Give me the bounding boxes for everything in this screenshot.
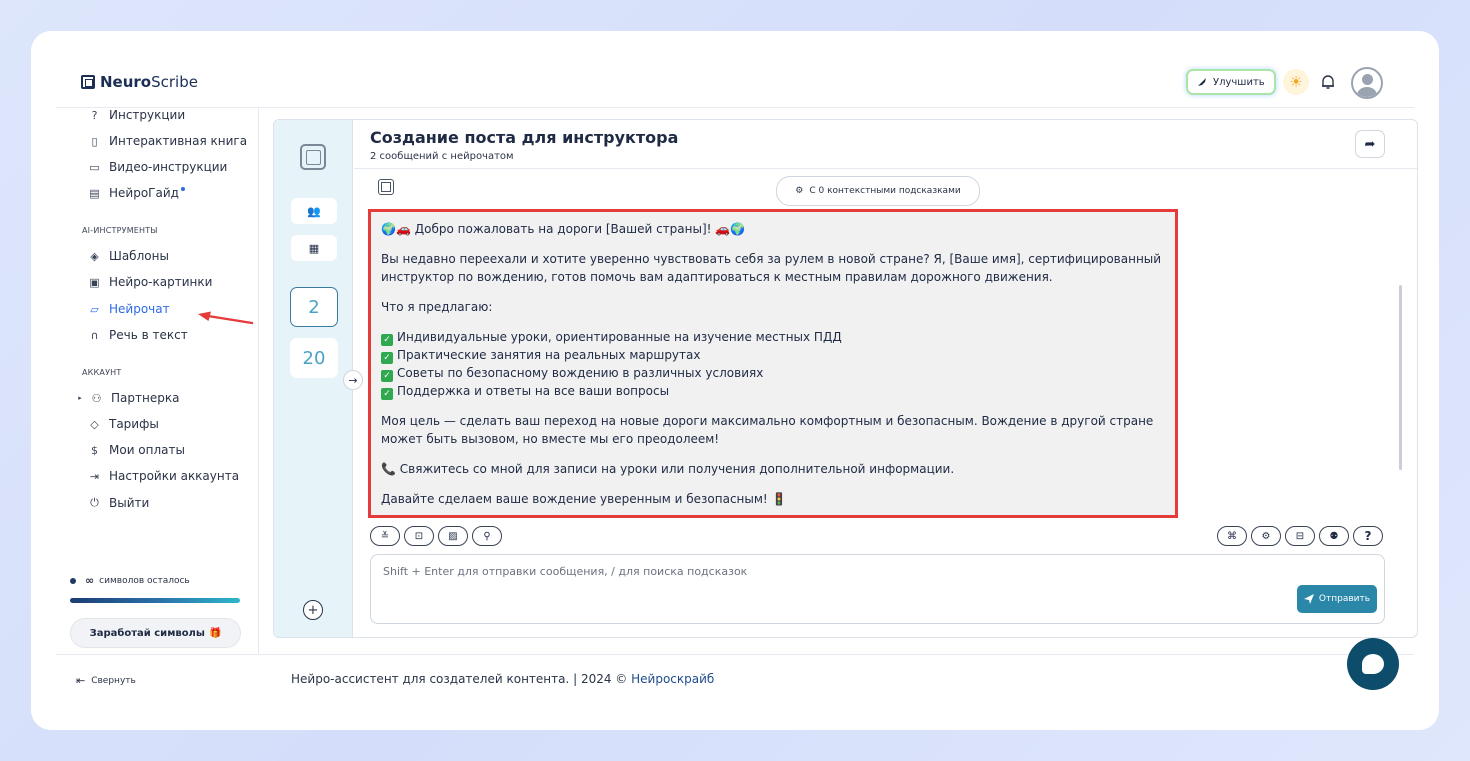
symbols-progress-bar (70, 598, 240, 603)
message-greeting: Добро пожаловать на дороги [Вашей страны]! (414, 222, 712, 236)
collapse-icon: ⇤ (76, 674, 86, 687)
help-circle-icon: ? (91, 108, 98, 122)
sidebar-item-label: Интерактивная книга (109, 134, 248, 148)
sidebar-item-video-instructions[interactable] (88, 160, 227, 174)
sidebar-item-label: Шаблоны (109, 249, 169, 263)
car-icon: 🚗 (395, 222, 411, 236)
sidebar-item-tariffs[interactable] (88, 417, 159, 431)
message-input[interactable] (383, 565, 1283, 578)
list-item (381, 364, 1165, 382)
collapse-sidebar-button[interactable] (76, 674, 136, 687)
upgrade-button[interactable] (1186, 69, 1276, 95)
logo-icon (81, 75, 95, 89)
globe-icon: 🌍 (381, 222, 396, 236)
gift-icon: 🎁 (208, 627, 222, 639)
symbols-count: ∞ (85, 574, 95, 587)
message-closing: Давайте сделаем ваше вождение уверенным и безопасным! (381, 492, 768, 506)
list-item (381, 328, 1165, 346)
context-hints-label: С 0 контекстными подсказками (809, 186, 961, 196)
offer-list (381, 328, 1165, 400)
chat-subtitle: 2 сообщений с нейрочатом (370, 151, 514, 162)
earn-symbols-label: Заработай символы (89, 627, 205, 639)
power-icon: ⏻ (90, 496, 99, 509)
traffic-light-icon: 🚦 (771, 492, 787, 506)
context-hints-button[interactable] (776, 176, 980, 206)
section-title-account: АККАУНТ (82, 368, 122, 377)
list-item (381, 346, 1165, 364)
logo[interactable] (81, 73, 198, 91)
footer (291, 672, 714, 686)
list-item-text: Поддержка и ответы на все ваши вопросы (397, 384, 670, 398)
sidebar-item-label: Настройки аккаунта (109, 469, 240, 483)
settings-gear-icon[interactable]: ⚙ (1251, 526, 1281, 546)
upgrade-label: Улучшить (1213, 76, 1265, 88)
new-chat-plus-icon[interactable]: + (303, 600, 323, 620)
list-item-text: Индивидуальные уроки, ориентированные на изучение местных ПДД (397, 330, 842, 344)
sidebar-item-account-settings[interactable] (88, 469, 239, 483)
composer-tools-right (1217, 526, 1383, 546)
notifications-bell-icon[interactable] (1317, 71, 1339, 93)
send-label: Отправить (1318, 594, 1371, 604)
rocket-icon (1197, 77, 1207, 87)
app-card (31, 31, 1439, 730)
image-icon[interactable]: ▨ (438, 526, 468, 546)
user-avatar[interactable] (1351, 67, 1383, 99)
assistants-button[interactable] (291, 198, 337, 224)
sidebar-item-partners[interactable] (78, 391, 179, 405)
image-icon: ▣ (89, 275, 100, 289)
help-label: ? (1364, 529, 1372, 543)
chat-history-label: 2 (308, 296, 320, 318)
message-goal: Моя цель — сделать ваш переход на новые дороги максимально комфортным и безопасным. Вождение в другой стране может быть вызовом, но вместе мы его преодолеем! (381, 414, 1154, 446)
message-closing-line (381, 490, 1165, 508)
annotation-arrow-icon (194, 310, 254, 326)
apps-grid-button[interactable] (291, 235, 337, 261)
check-icon: ✓ (381, 352, 393, 364)
message-intro: Вы недавно переехали и хотите уверенно чувствовать себя за рулем в новой стране? Я, [Ваше имя], сертифицированный инструктор по вождению, готов помочь вам адаптироваться к местным правилам дорожного движения. (381, 252, 1162, 284)
sidebar-item-instructions[interactable] (88, 108, 185, 122)
collapse-label: Свернуть (91, 675, 136, 686)
section-title-ai-tools: AI-ИНСТРУМЕНТЫ (82, 226, 158, 235)
message-greeting-line (381, 220, 1165, 238)
sidebar-item-label: Видео-инструкции (109, 160, 228, 174)
earn-symbols-button[interactable] (70, 618, 241, 648)
globe-icon: 🌍 (730, 222, 746, 236)
upload-file-icon[interactable]: ⊡ (404, 526, 434, 546)
robot-icon[interactable]: ⚉ (1319, 526, 1349, 546)
sidebar-item-templates[interactable] (88, 249, 169, 263)
chat-history-rail (274, 120, 353, 638)
sidebar-item-payments[interactable] (88, 443, 185, 457)
support-chat-button[interactable] (1347, 638, 1399, 690)
sidebar-item-label: Партнерка (111, 391, 180, 405)
sidebar-item-label: Речь в текст (109, 328, 188, 342)
status-dot (70, 578, 76, 584)
car-icon: 🚗 (715, 222, 731, 236)
sidebar (56, 108, 259, 654)
sidebar-item-label: Мои оплаты (109, 443, 185, 457)
login-icon: ⇥ (89, 469, 100, 483)
list-item (381, 382, 1165, 400)
send-icon (1304, 594, 1314, 604)
message-contact-line (381, 460, 1165, 478)
layout-icon[interactable]: ⊟ (1285, 526, 1315, 546)
check-icon: ✓ (381, 334, 393, 346)
footer-link[interactable]: Нейроскрайб (631, 672, 715, 686)
sidebar-item-label: Инструкции (109, 108, 186, 122)
symbols-label: символов осталось (99, 575, 190, 586)
plugin-icon[interactable]: ⌘ (1217, 526, 1247, 546)
book-icon: ▯ (91, 134, 98, 148)
collapse-chevrons-icon[interactable]: ≚ (370, 526, 400, 546)
new-badge-dot (181, 187, 185, 191)
chat-scrollbar[interactable] (1399, 285, 1402, 470)
composer-tools-left (370, 526, 502, 546)
users-icon: 👥 (307, 204, 321, 218)
sidebar-item-label: Нейро-картинки (109, 275, 213, 289)
layers-icon: ◈ (90, 249, 99, 263)
sidebar-item-neurochat[interactable] (88, 302, 170, 316)
sidebar-item-label: Нейрочат (109, 302, 170, 316)
sidebar-item-neuroguide[interactable] (88, 186, 185, 200)
top-bar (31, 31, 1439, 108)
check-icon: ✓ (381, 388, 393, 400)
logo-bold-text: Neuro (100, 73, 152, 91)
title-divider (354, 168, 1418, 169)
chat-history-item[interactable] (290, 338, 338, 378)
message-offer-title: Что я предлагаю: (381, 300, 493, 314)
neuroscribe-mark-icon (300, 144, 326, 170)
sidebar-item-neuro-images[interactable] (88, 275, 212, 289)
sidebar-item-label: Тарифы (109, 417, 159, 431)
message-composer (370, 554, 1385, 624)
brain-icon: ⚙ (795, 186, 804, 196)
logo-regular-text: Scribe (151, 73, 198, 91)
expand-arrow-icon[interactable]: → (343, 370, 363, 390)
sidebar-item-label: НейроГайд (109, 186, 179, 200)
chat-panel (273, 119, 1418, 638)
share-icon[interactable]: ➦ (1355, 130, 1385, 158)
phone-icon: 📞 (381, 462, 396, 476)
message-contact: Свяжитесь со мной для записи на уроки или получения дополнительной информации. (399, 462, 955, 476)
sidebar-item-speech-to-text[interactable] (88, 328, 188, 342)
help-button[interactable] (1353, 526, 1383, 546)
sidebar-item-logout[interactable] (88, 496, 149, 510)
footer-divider (56, 654, 1414, 655)
video-icon: ▭ (89, 160, 100, 174)
headphones-icon: ∩ (90, 328, 99, 342)
list-item-text: Советы по безопасному вождению в различных условиях (397, 366, 764, 380)
chat-title: Создание поста для инструктора (370, 128, 679, 147)
send-button[interactable] (1297, 585, 1377, 613)
users-icon: ⚇ (91, 391, 102, 405)
header-divider (56, 107, 1414, 108)
assistant-message (368, 209, 1178, 518)
dollar-icon: $ (91, 443, 98, 457)
list-item-text: Практические занятия на реальных маршрутах (397, 348, 701, 362)
sidebar-item-label: Выйти (109, 496, 150, 510)
grid-icon: ▦ (308, 241, 320, 255)
symbols-remaining (70, 574, 190, 587)
chat-bubble-icon (1362, 654, 1384, 674)
sidebar-item-interactive-book[interactable] (88, 134, 247, 148)
magic-wand-icon[interactable]: ⚲ (472, 526, 502, 546)
chevron-right-icon: ▸ (78, 394, 82, 402)
chat-history-label: 20 (302, 347, 326, 369)
theme-toggle-sun-icon[interactable]: ☀ (1283, 69, 1309, 95)
bot-avatar-icon (378, 179, 394, 195)
chat-history-item[interactable] (290, 287, 338, 327)
chat-icon: ▱ (90, 302, 99, 316)
guide-icon: ▤ (89, 186, 100, 200)
tag-icon: ◇ (90, 417, 99, 431)
check-icon: ✓ (381, 370, 393, 382)
footer-copyright: Нейро-ассистент для создателей контента. | 2024 © (291, 672, 628, 686)
